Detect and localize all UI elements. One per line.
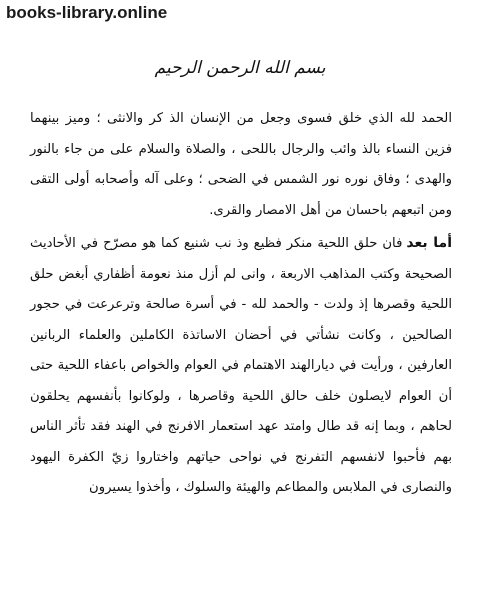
paragraph-amma-baad: [30, 228, 452, 504]
paragraph-text: فان حلق اللحية منكر فظيع وذ نب شنيع كما هو مصرّح في الأحاديث الصحيحة وكتب المذاهب الاربعة ، وانى لم أزل منذ نعومة أظفاري أبغض حلق اللحية وقصرها إذ ولدت - والحمد لله - في أسرة صالحة وترعرعت في حجور الصالحين ، وكانت نشأتي في أحضان الاساتذة الكاملين والعلماء الربانين العارفين ، ورأيت في ديارالهند الاهتمام في العوام والخواص باعفاء اللحية حتى أن العوام لايصلون خلف حالق اللحية وقاصرها ، ولوكانوا بأنفسهم يحلقون لحاهم ، وبما إنه قد طال وامتد عهد استعمار الافرنج في الهند فقد تأثر الناس بهم فأحبوا لانفسهم التفرنج في نواحى حياتهم واختاروا زيّ الكفرة اليهود والنصارى في الملابس والمطاعم والهيئة والسلوك ، وأخذوا يسيرون: [30, 236, 452, 495]
paragraph-lead: أما بعد: [406, 235, 453, 251]
page-body: [30, 104, 452, 504]
basmala-heading: بسم الله الرحمن الرحيم: [154, 58, 326, 78]
paragraph-text: الحمد لله الذي خلق فسوى وجعل من الإنسان الذ كر والانثى ؛ وميز بينهما فزين النساء بالذ وائب والرجال باللحى ، والصلاة والسلام على من جاء بالنور والهدى ؛ وفاق نوره نور الشمس في الضحى ؛ وعلى آله وأصحابه أولى التقى ومن اتبعهم باحسان من أهل الامصار والقرى.: [30, 111, 452, 218]
watermark: books-library.online: [6, 3, 168, 22]
paragraph-opening: [30, 104, 452, 226]
